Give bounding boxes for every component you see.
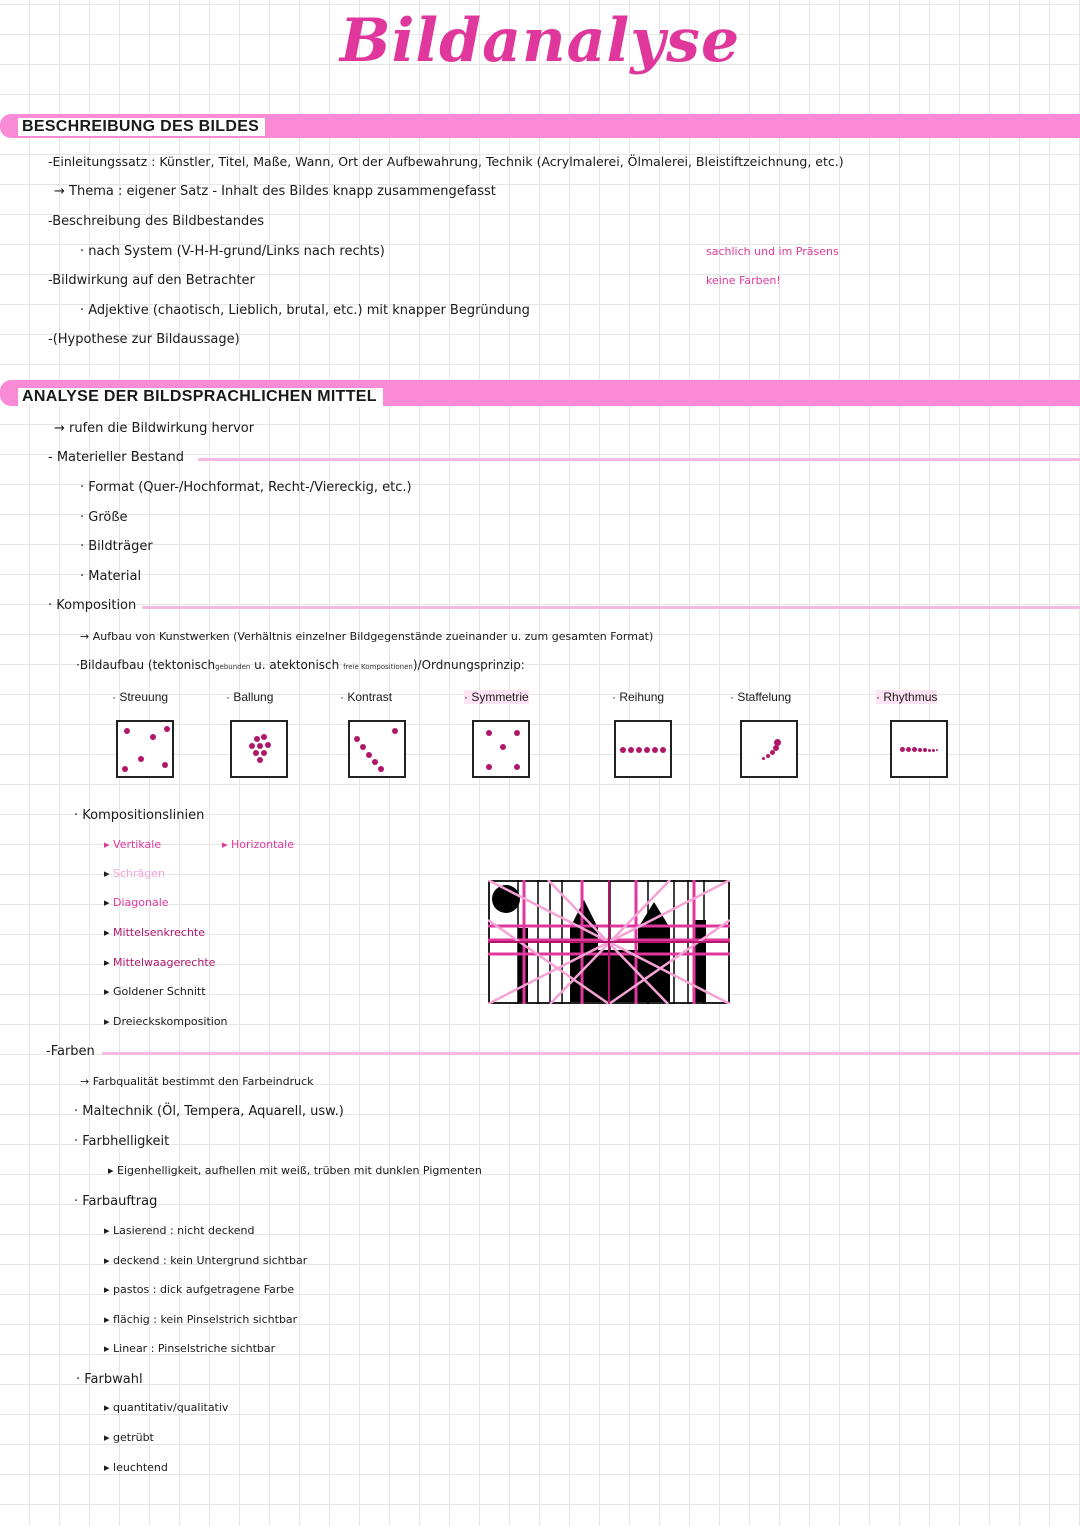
label-symmetrie: · Symmetrie [464, 690, 529, 704]
box-staffelung [740, 720, 798, 778]
item-horizontale: ▸ Horizontale [222, 838, 294, 851]
dot [249, 743, 255, 749]
box-rhythmus [890, 720, 948, 778]
dot [514, 764, 520, 770]
section-heading-beschreibung: BESCHREIBUNG DES BILDES [18, 118, 265, 136]
dot [164, 726, 170, 732]
line-farbqualitaet: → Farbqualität bestimmt den Farbeindruck [80, 1075, 314, 1088]
line-farbauftrag: · Farbauftrag [74, 1194, 158, 1209]
line-lasierend: ▸ Lasierend : nicht deckend [104, 1224, 255, 1237]
dot [514, 730, 520, 736]
dot [774, 739, 781, 746]
note-sachlich: sachlich und im Präsens [706, 245, 839, 258]
line-aufbau: → Aufbau von Kunstwerken (Verhältnis einzelner Bildgegenstände zueinander u. zum gesamten Format) [80, 630, 654, 643]
dot [628, 747, 634, 753]
dot [254, 736, 260, 742]
heading-materieller-bestand: - Materieller Bestand [48, 450, 184, 465]
dot [652, 747, 658, 753]
line-bildaufbau [76, 658, 525, 672]
dot [162, 762, 168, 768]
dot [644, 747, 650, 753]
line-hypothese: -(Hypothese zur Bildaussage) [48, 332, 240, 347]
line-getruebt: ▸ getrübt [104, 1431, 154, 1444]
line-flaechig: ▸ flächig : kein Pinselstrich sichtbar [104, 1313, 298, 1326]
label-streuung: · Streuung [112, 690, 169, 704]
label-kontrast: · Kontrast [340, 690, 393, 704]
dot [354, 736, 360, 742]
box-reihung [614, 720, 672, 778]
heading-komposition: · Komposition [48, 598, 137, 613]
line-thema: → Thema : eigener Satz - Inhalt des Bildes knapp zusammengefasst [54, 184, 496, 199]
dot [500, 744, 506, 750]
item-material: · Material [80, 569, 142, 584]
dot [486, 764, 492, 770]
box-kontrast [348, 720, 406, 778]
dot [766, 754, 770, 758]
dot [486, 730, 492, 736]
line-bildwirkung: -Bildwirkung auf den Betrachter [48, 273, 255, 288]
box-symmetrie [472, 720, 530, 778]
label-staffelung: · Staffelung [730, 690, 792, 704]
dot [360, 744, 366, 750]
dot [124, 728, 130, 734]
heading-farben: -Farben [46, 1044, 95, 1059]
item-mittelwaagerechte: ▸ Mittelwaagerechte [104, 956, 216, 969]
bildaufbau-frei: freie Kompositionen [343, 663, 413, 671]
line-farbwahl: · Farbwahl [76, 1372, 143, 1387]
dot [932, 749, 935, 752]
dot [392, 728, 398, 734]
dot [257, 743, 263, 749]
box-ballung [230, 720, 288, 778]
line-quantitativ: ▸ quantitativ/qualitativ [104, 1401, 229, 1414]
dot [636, 747, 642, 753]
dot [912, 747, 917, 752]
line-adjektive: · Adjektive (chaotisch, Lieblich, brutal, etc.) mit knapper Begründung [80, 303, 530, 318]
dot [261, 750, 267, 756]
bildaufbau-gebunden: gebunden [215, 663, 251, 671]
dot [372, 759, 378, 765]
line-deckend: ▸ deckend : kein Untergrund sichtbar [104, 1254, 308, 1267]
dot [265, 742, 271, 748]
dot [660, 747, 666, 753]
item-bildtraeger: · Bildträger [80, 539, 153, 554]
label-reihung: · Reihung [612, 690, 665, 704]
diagram-base [598, 950, 638, 1002]
dot [257, 757, 263, 763]
dot [936, 749, 938, 751]
item-diagonale: ▸ Diagonale [104, 896, 169, 909]
box-streuung [116, 720, 174, 778]
page-title: Bildanalyse [339, 6, 741, 76]
dot [150, 734, 156, 740]
dot [928, 749, 931, 752]
dot [900, 747, 905, 752]
line-pastos: ▸ pastos : dick aufgetragene Farbe [104, 1283, 295, 1296]
bildaufbau-part-a: ·Bildaufbau (tektonisch [76, 658, 216, 672]
label-rhythmus: · Rhythmus [876, 690, 938, 704]
line-bildwirkung-hervor: → rufen die Bildwirkung hervor [54, 421, 255, 436]
heading-kompositionslinien: · Kompositionslinien [74, 808, 205, 823]
divider-materiell [198, 458, 1080, 461]
dot [253, 750, 259, 756]
bildaufbau-part-c: u. atektonisch [254, 658, 340, 672]
line-maltechnik: · Maltechnik (Öl, Tempera, Aquarell, usw.) [74, 1104, 344, 1119]
line-linear: ▸ Linear : Pinselstriche sichtbar [104, 1342, 276, 1355]
line-nach-system: · nach System (V-H-H-grund/Links nach rechts) [80, 244, 385, 259]
dot [906, 747, 911, 752]
note-keine-farben: keine Farben! [706, 274, 781, 287]
line-beschreibung: -Beschreibung des Bildbestandes [48, 214, 264, 229]
dot [122, 766, 128, 772]
line-einleitungssatz: -Einleitungssatz : Künstler, Titel, Maße, Wann, Ort der Aufbewahrung, Technik (Acrylmalerei, Ölmalerei, Bleistiftzeichnung, etc.) [48, 154, 844, 169]
divider-komposition [142, 606, 1080, 609]
line-leuchtend: ▸ leuchtend [104, 1461, 168, 1474]
label-ballung: · Ballung [226, 690, 274, 704]
dot [261, 734, 267, 740]
item-goldener-schnitt: ▸ Goldener Schnitt [104, 985, 206, 998]
dot [918, 748, 922, 752]
dot [138, 756, 144, 762]
line-eigenhelligkeit: ▸ Eigenhelligkeit, aufhellen mit weiß, trüben mit dunklen Pigmenten [108, 1164, 482, 1177]
dot [620, 747, 626, 753]
bildaufbau-part-e: )/Ordnungsprinzip: [412, 658, 525, 672]
item-dreieckskomposition: ▸ Dreieckskomposition [104, 1015, 228, 1028]
divider-farben [102, 1052, 1080, 1055]
item-schraegen: ▸ Schrägen [104, 867, 166, 880]
line-farbhelligkeit: · Farbhelligkeit [74, 1134, 170, 1149]
item-format: · Format (Quer-/Hochformat, Recht-/Viereckig, etc.) [80, 480, 412, 495]
composition-lines-diagram [488, 880, 730, 1004]
item-groesse: · Größe [80, 510, 128, 525]
section-heading-analyse: ANALYSE DER BILDSPRACHLICHEN MITTEL [18, 388, 383, 406]
item-vertikale: ▸ Vertikale [104, 838, 162, 851]
item-mittelsenkrechte: ▸ Mittelsenkrechte [104, 926, 206, 939]
dot [378, 766, 384, 772]
dot [366, 752, 372, 758]
dot [762, 757, 765, 760]
dot [923, 748, 927, 752]
